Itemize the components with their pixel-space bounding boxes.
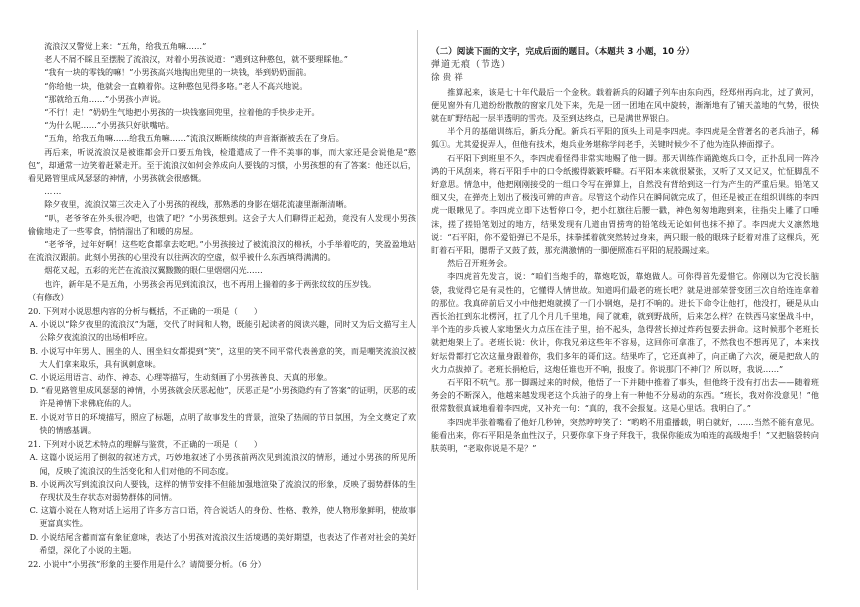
story-paragraph: “为什么呢……”小男孩只好驮嘴咕。	[44, 120, 174, 131]
option-a: A. 这篇小说运用了倒叙的叙述方式，巧妙地叙述了小男孩前两次见到流浪汉的情形，通过小男孩的所见所闻，反映了流浪汉的生活变化和人们对他的不同态度。	[29, 452, 416, 476]
story-paragraph: “叭，老爷爷在外头很冷吧，也饿了吧？”小男孩想到。这会子大人们聊得正起劲，竟没有人发现小男孩偷偷地走了一些零食，悄悄溜出了和暖的房屋。	[28, 212, 416, 236]
question-21	[28, 438, 416, 557]
passage-paragraph: 然后召开班务会。	[447, 258, 512, 269]
passage-paragraph: 石平阳下到班里不久，李四虎看怪得非常实地赐了他一脚。那天训练作诵跪炮兵口令，正扑乱同一阵冷鸿的干风刮来，将石平阳手中的口令纸搬得簌簌呼噼。石平阳本来就很紧张，又听了又又记又，忙怔脚乱不好意思。情急中，他把刚刚接受的一组口令写在弹算上，自然没有背给到这一行为产生的严重后果。铅笔又细又尖，在弹壳上划出了极浅可辨的声音。尽管这个动作只在瞬间就完成了，但还是被正在组织训练的李四虎一眼瞅见了。李四虎立即下达暂停口令，把小红旗往后腰一戳，神色匆匆地跑到来，往指尖上雕了口唾沫，搓了搓铅笔划过的地方，结果发现有几道由胃捞弯的铅笔线无论如何也抹不掉了。李四虎大义凛然地说：“石平阳，你不爱铅弹已不是乐，抹拳揉着就突然转过身来，两只眼一般的眼珠子眨着对准了这棵兵，死盯着石平阳，腮帮子又鼓了鼓，那充满激情的一脚便照准石平阳的屁股踢过来。	[431, 152, 819, 256]
passage-author: 徐贵祥	[431, 73, 466, 84]
passage-paragraph: 推算起来，该是七十年代最后一个金秋。载着新兵的闷罐子列车由东向西，经郑州再向北，过了黄河，便见窗外有几道纷纷散散的窗家几处下来，先是一团一团地在风中旋转，渐渐地有了铺天盖地的气势，很快就在旷野结起一层半透明的雪壳。及至到达终点，已是满世界银白。	[431, 86, 819, 124]
passage-paragraph: 李四虎首先发言，说：“咱们当炮手的，靠炮吃饭，靠炮做人。可你得首先爱惜它。你刚以为它没长脑袋，我觉得它是有灵性的，它懂得人情世故。知道吗们最老的班长吧？就是进部荣誉变团三次自给连连拿着的那位。我真碎前后又小中他把炮就摸了一门小钢炮，是打不响的。进长下命令让他打，他没打，硬是从山西长治扛到东北楞河，扛了几个月几千里地，闯了就难，就到野战所，后来怎么样？在铁西马家堡战斗中，半个连的步兵被人家地堡火力点压在洼子里，抬不起头，急得营长掉过炸药包要去拼命。这时候那个老班长就把炮架上了。老班长说：伙计，你我兄弟这些年不容易，这回你可拿准了，不然我也不想再见了，本来找好坛骨都打它次这量身跟着你，我们多年的哥们这。结果咋了，它还真神了，向正确了六次，硬是把敌人的火力点拔掉了。老班长捐枪后，这炮任谁也开不响，报废了。你说那门不神门？所以呀，我说……”	[431, 271, 819, 374]
story-paragraph: “那就给五角……”小男孩小声说。	[44, 93, 166, 104]
story-paragraph: “我有一块的零钱的嘛！”小男孩高兴地掏出兜里的一块钱，举到奶奶面前。	[44, 67, 312, 78]
question-20	[28, 305, 416, 437]
source-note: （有修改）	[28, 291, 69, 302]
option-c: C. 小说运用语言、动作、神态、心理等描写，生动刻画了小男孩善良、天真的形象。	[29, 372, 333, 383]
option-b: B. 小说两次写到流浪汉向人要钱，这样的情节安排不但能加强地渲染了流浪汉的形象，反映了弱势群体的生存现状及生存状态对弱势群体的同情。	[29, 478, 416, 502]
option-d: D. “看见路管里成风瑟瑟的神情，小男孩就会厌恶起他”，厌恶正是“小男孩隐约有了答案”的证明，厌恶的或许是神情下求佛庇佑的人。	[29, 385, 416, 409]
option-e: E. 小说对节日的环境描写，照应了标题，点明了故事发生的背景，渲染了热闹的节日氛围，为全文奠定了欢快的情感基调。	[29, 411, 416, 435]
story-paragraph: “不行！走！”奶奶生气地把小男孩的一块钱塞回兜里，拉着他的手快步走开。	[44, 107, 320, 118]
question-stem: 21. 下列对小说艺术特点的理解与鉴赏，不正确的一项是（ ）	[28, 439, 262, 450]
option-c: C. 这篇小说在人物对话上运用了许多方言口语，符合说话人的身份、性格、教养，使人物形象鲜明，使故事更富真实性。	[29, 505, 416, 529]
story-paragraph: 老人不屑不睬且至摆脱了流浪汉，对着小男孩说道：“遇到这种憨包，就不要理睬他。”	[44, 54, 348, 65]
story-paragraph: “你给他一块，他就会一直赖着你。这种憨包见得多咯。”老人不高兴地说。	[44, 80, 308, 91]
passage-paragraph: 半个月的基础训练后，新兵分配。新兵石平阳的顶头上司是李四虎。李四虎是全营著名的老兵油子，稀狐①。尤其爱捉弄人，但他有技术，炮兵业务堪称学问老手，关键时候少不了他为连队捧面撑子。	[431, 126, 819, 150]
story-paragraph: 流浪汉又警觉上来：“五角，给我五角嘛……”	[44, 41, 207, 51]
ellipsis-divider: ……	[44, 186, 63, 197]
passage-title: 弹道无痕（节选）	[431, 60, 512, 71]
passage-paragraph: 石平阳不吭气。那一脚踢过来的时候，他悟了一下并随中推着了事头，但他终于没有打出去——随着班务会的不断深入，他越来越发现老这个兵油子的身上有一种他不分易动的东西。“班长，我对你没意见！”他很常数很真诚地看着李四虎，又补充一句：“真的，我不会报复。这是心里话。我明白了。”	[431, 377, 819, 414]
story-paragraph: 烟花又起，五彩的光芒在流浪汉翼黢黢的眼仁里熠熠闪光……	[44, 265, 263, 276]
section-heading: （二）阅读下面的文字，完成后面的题目。（本题共 3 小题，10 分）	[431, 47, 695, 57]
right-column	[431, 46, 819, 455]
story-paragraph: “五角，给我五角嘛……给我五角嘛……”流浪汉断断续续的声音渐渐被丢在了身后。	[44, 133, 344, 144]
option-a: A. 小说以“除夕夜里的流浪汉”为题，交代了时间和人物，既能引起读者的阅读兴趣，同时又为后文描写主人公除夕夜流浪汉的出场相呼应。	[29, 319, 416, 343]
story-paragraph: 再后来，听说流浪汉是被谁都会开口要五角钱，检遣遣成了一件不美事的事，而大家还是会说他是“憨包”，却通常一边笑着赶紧走开。至于流浪汉如何会养成向人要钱的习惯，小男孩想的有了答案：他还以后，看见路管里成风瑟瑟的神情，小男孩就会很感慨。	[28, 146, 416, 184]
passage-paragraph: 李四虎半张着嘴看了他好几秒钟，突然哼哼笑了：“哟哟不用重播载，明白就好，……当然不能有意见。能看出来，你石平阳是条血性汉子，只要你拿下身子拜我干，我保你能成为咱连的高级炮手！”又把脑袋转向肤英明，“老取你说是不是？”	[431, 416, 819, 454]
passage-text	[431, 86, 819, 456]
story-paragraph: 除夕夜里，流浪汉第三次走入了小男孩的视线，那熟悉的身影在烟花流凄里渐渐清晰。	[44, 199, 352, 210]
story-text	[28, 40, 416, 304]
question-stem: 20. 下列对小说思想内容的分析与概括，不正确的一项是（ ）	[28, 306, 262, 317]
story-paragraph: “老爷爷，过年好啊！这些吃食都拿去吃吧。”小男孩接过了被流浪汉的棉袄，小手举着吃的，笑盈盈地站在流浪汉跟前。此刻小男孩的心里没有以往两次的空虚，似乎被什么东西填得满满的。	[28, 239, 416, 263]
option-d: D. 小说结尾含蓄而富有象征意味，表达了小男孩对流浪汉生活境遇的美好期望，也表达了作者对社会的美好希望，深化了小说的主题。	[29, 531, 416, 555]
story-paragraph: 也许，新年是不是五角，小男孩会再见到流浪汉，也不再用上揣着的多于两张纹纹的压岁钱。	[44, 278, 377, 289]
column-divider	[417, 30, 418, 590]
left-column	[28, 40, 416, 571]
option-b: B. 小说写中年男人、围坐的人、围坐妇女都提到“笑”，这里的笑不同平常代表善意的笑，而是嘲笑流浪汉被大人们拿来取乐，具有讽刺意味。	[29, 345, 416, 369]
question-22: 22. 小说中“小男孩”形象的主要作用是什么？请简要分析。（6 分）	[28, 558, 266, 569]
